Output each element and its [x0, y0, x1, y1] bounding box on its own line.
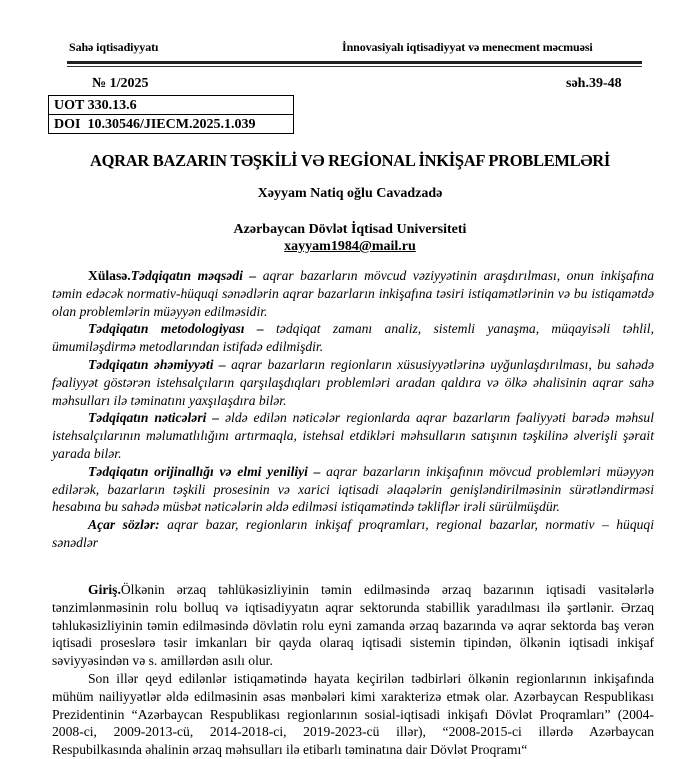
doi-code: DOI 10.30546/JIECM.2025.1.039	[49, 115, 294, 134]
abstract-lead: Xülasə.	[88, 268, 131, 283]
doi-row	[49, 115, 294, 134]
author-name: Xəyyam Natiq oğlu Cavadzadə	[257, 186, 443, 201]
abstract-text: aqrar bazarların mövcud vəziyyətinin araşdırılması, onun inkişafına təmin edəcək normativ-hüquqi sənədlərin aqrar bazarların inkişafına təsiri istiqamətlərinin və bu istiqamətdə olan problemlərin müəyyən edilməsidir.	[52, 268, 654, 319]
intro-paragraph	[52, 670, 654, 759]
abstract-text: tədqiqat zamanı analiz, sistemli yanaşma, müqayisəli təhlil, ümumiləşdirmə metodlarından istifadə edilmişdir.	[52, 321, 654, 355]
abstract	[52, 267, 654, 552]
abstract-paragraph-results	[52, 409, 654, 462]
abstract-heading: Tədqiqatın orijinallığı və elmi yeniliyi –	[88, 463, 321, 479]
abstract-heading: Tədqiqatın əhəmiyyəti –	[88, 356, 226, 372]
header-rule-thick	[67, 61, 642, 64]
article-title: AQRAR BAZARIN TƏŞKİLİ VƏ REGİONAL İNKİŞAF PROBLEMLƏRİ	[89, 151, 611, 170]
udc-row	[49, 96, 294, 115]
author-email	[0, 239, 700, 255]
issue-number: № 1/2025	[92, 76, 149, 91]
abstract-heading: Tədqiqatın nəticələri –	[88, 410, 220, 426]
section-name: Sahə iqtisadiyyatı	[69, 40, 159, 54]
udc-code: UOT 330.13.6	[49, 96, 294, 115]
keywords-heading: Açar sözlər:	[88, 517, 160, 533]
email-link[interactable]: xayyam1984@mail.ru	[284, 239, 416, 254]
header-rule-thin	[67, 66, 642, 67]
abstract-text: aqrar bazarların regionların xüsusiyyətlərinə uyğunlaşdırılması, bu sahədə fəaliyyət göstərən istehsalçıların qarşılaşdıqları problemləri aradan qaldıra və ölkə əhalisinin aqrar sahə məhsulları ilə təminatını yaxşılaşdıra bilər.	[52, 356, 654, 408]
abstract-paragraph-keywords	[52, 516, 654, 552]
intro-lead: Giriş.	[88, 582, 121, 597]
intro-text: Son illər qeyd edilənlər istiqamətində hayata keçirilən tədbirləri ölkənin regionlarının inkişafında mühüm nailiyyətlər əldə edilməsinin əsas mənbələri kimi xarakterizə etmək olar. Azərbaycan Respublikası Prezidentinin “Azərbaycan Respublikası regionlarının sosial-iqtisadi inkişafı Dövlət Proqramları” (2004-2008-ci, 2009-2013-cü, 2014-2018-ci, 2019-2023-cü illər), “2008-2015-ci illərdə Azərbaycan Respubilkasında əhalinin ərzaq məhsulları ilə etibarlı təminatına dair Dövlət Proqramı“	[52, 670, 654, 758]
abstract-paragraph-methodology	[52, 320, 654, 356]
abstract-paragraph-purpose	[52, 267, 654, 320]
abstract-paragraph-significance	[52, 356, 654, 409]
intro-text: Ölkənin ərzaq təhlükəsizliyinin təmin edilməsində ərzaq bazarının iqtisadi vasitələrlə tənzimlənməsinin rolu bolluq və iqtisadiyyatın aqrar sektorunda stabillik yaradılması ilə şərtlənir. Ərzaq təhlukəsizliyinin təmin edilməsində dövlətin rolu eyni zamanda ərzaq bazarında və aqrar sektorda baş verən iqtisadi proseslərə təsir imkanları bir qayda olaraq iqtisadi sistemin tipindən, ölkənin iqtisadi inkişaf səviyyəsindən və s. amillərdən asılı olur.	[52, 582, 654, 669]
journal-name: İnnovasiyalı iqtisadiyyat və menecment məcmuəsi	[342, 40, 593, 54]
abstract-heading: Tədqiqatın məqsədi –	[130, 268, 257, 283]
intro-paragraph	[52, 581, 654, 670]
identifier-table	[48, 95, 294, 134]
introduction	[52, 581, 654, 759]
abstract-text: əldə edilən nəticələr regionlarda aqrar bazarların fəaliyyəti barədə məhsul istehsalçılarının məlumatlılığını artırmaqla, istehsal etdikləri məhsulların satışının təşkilinə əlverişli şərait yarada bilər.	[52, 410, 654, 461]
abstract-text: aqrar bazarların inkişafının mövcud problemləri müəyyən edilərək, bazarların təşkili prosesinin və xarici iqtisadi əlaqələrin genişləndirilməsinin sürətləndirməsi hesabına bu sahədə müsbət nəticələrin əldə edilməsi istiqamətində təkliflər irəli sürülmüşdür.	[52, 463, 654, 515]
abstract-heading: Tədqiqatın metodologiyası –	[88, 321, 264, 337]
author-affiliation: Azərbaycan Dövlət İqtisad Universiteti	[233, 222, 467, 237]
keywords-text: aqrar bazar, regionların inkişaf proqramları, regional bazarlar, normativ – hüquqi sənədlər	[52, 517, 654, 550]
abstract-paragraph-originality	[52, 463, 654, 516]
page-range: səh.39-48	[566, 76, 622, 91]
